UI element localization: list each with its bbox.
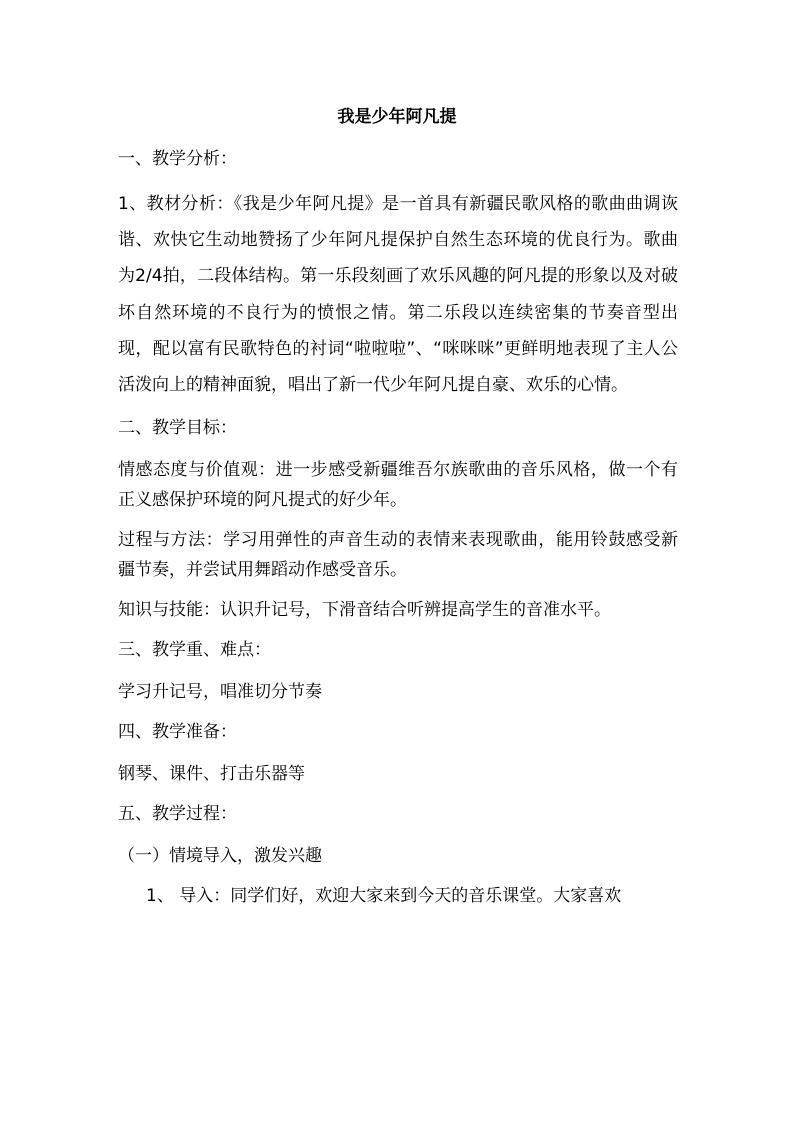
paragraph-key-points: 学习升记号，唱准切分节奏 bbox=[118, 682, 322, 703]
section-heading-process: 五、教学过程： bbox=[118, 804, 237, 825]
section-heading-analysis: 一、教学分析： bbox=[118, 149, 237, 169]
subsection-heading-intro: （一）情境导入，激发兴趣 bbox=[118, 846, 322, 867]
paragraph-process-goal: 过程与方法：学习用弹性的声音生动的表情来表现歌曲，能用铃鼓感受新疆节奏，并尝试用舞蹈动作感受音乐。 bbox=[118, 530, 678, 581]
section-heading-key-points: 三、教学重、难点： bbox=[118, 640, 271, 661]
section-heading-goals: 二、教学目标： bbox=[118, 418, 237, 439]
paragraph-emotion-goal: 情感态度与价值观：进一步感受新疆维吾尔族歌曲的音乐风格，做一个有正义感保护环境的阿凡提式的好少年。 bbox=[118, 460, 678, 511]
document-title: 我是少年阿凡提 bbox=[337, 107, 457, 127]
paragraph-step-1: 1、 导入：同学们好，欢迎大家来到今天的音乐课堂。大家喜欢 bbox=[146, 886, 622, 907]
section-heading-preparation: 四、教学准备： bbox=[118, 722, 237, 743]
paragraph-skill-goal: 知识与技能：认识升记号，下滑音结合听辨提高学生的音准水平。 bbox=[118, 600, 611, 621]
document-body bbox=[118, 144, 678, 921]
paragraph-preparation: 钢琴、课件、打击乐器等 bbox=[118, 764, 305, 785]
paragraph-material-analysis: 1、教材分析：《我是少年阿凡提》是一首具有新疆民歌风格的歌曲曲调诙谐、欢快它生动地赞扬了少年阿凡提保护自然生态环境的优良行为。歌曲为2/4拍，二段体结构。第一乐段刻画了欢乐风趣的阿凡提的形象以及对破坏自然环境的不良行为的愤恨之情。第二乐段以连续密集的节奏音型出现，配以富有民歌特色的衬词“啦啦啦”、“咪咪咪”更鲜明地表现了主人公活泼向上的精神面貌，唱出了新一代少年阿凡提自豪、欢乐的心情。 bbox=[118, 194, 678, 396]
